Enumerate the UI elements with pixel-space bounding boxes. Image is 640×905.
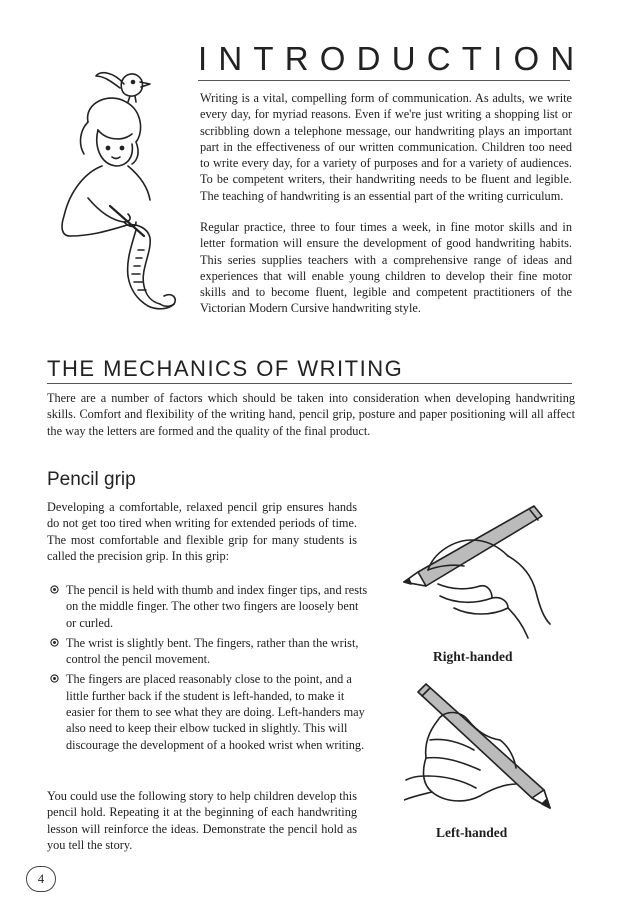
bullet-text: The pencil is held with thumb and index finger tips, and rests on the middle finger. The other two fingers are loosely bent or curled. (66, 583, 368, 630)
pencil-grip-paragraph-1: Developing a comfortable, relaxed pencil grip ensures hands do not get too tired when writing for extended periods of time. The most comfortable and flexible grip for many students is called the precision grip. In this grip: (47, 500, 357, 563)
bullet-item (50, 582, 368, 631)
left-handed-caption: Left-handed (436, 825, 508, 840)
pencil-grip-heading: Pencil grip (47, 469, 136, 490)
intro-paragraph-2: Regular practice, three to four times a week, in fine motor skills and in letter formation will ensure the development of good handwriting habits. This series supplies teachers with a comprehensive range of ideas and experiences that will enable young children to develop their fine motor skills and to become fluent, legible and competent practitioners of the Victorian Modern Cursive handwriting style. (200, 220, 572, 316)
right-handed-caption: Right-handed (433, 649, 513, 664)
mechanics-heading-rule (47, 383, 572, 384)
bullet-item (50, 635, 368, 668)
right-hand-pencil-grip-illustration (398, 500, 558, 645)
mechanics-heading: THE MECHANICS OF WRITING (47, 356, 404, 381)
swirl-bullet-icon (50, 674, 59, 683)
swirl-bullet-icon (50, 585, 59, 594)
left-hand-pencil-grip-illustration (404, 680, 559, 820)
mechanics-paragraph: There are a number of factors which should be taken into consideration when developing handwriting skills. Comfort and flexibility of the writing hand, pencil grip, posture and paper positioning will all affect the way the letters are formed and the quality of the final product. (47, 391, 575, 438)
bullet-text: The wrist is slightly bent. The fingers, rather than the wrist, control the pencil movement. (66, 635, 359, 667)
swirl-bullet-icon (50, 638, 59, 647)
bullet-text: The fingers are placed reasonably close to the point, and a little further back if the student is left-handed, to make it easier for them to see what they are doing. Left-handers may also need to keep their elbow tucked in slightly. This will discourage the development of a hooked wrist when writing. (66, 672, 365, 752)
page-number: 4 (26, 866, 56, 892)
intro-heading-rule (198, 80, 570, 81)
intro-heading: INTRODUCTION (198, 40, 586, 77)
girl-writing-illustration (40, 60, 190, 330)
intro-paragraph-1: Writing is a vital, compelling form of communication. As adults, we write every day, for myriad reasons. Even if we're just writing a shopping list or scribbling down a telephone message, our handwriting plays an important part in the effectiveness of our written communication. Children too need to write every day, for a variety of purposes and for a variety of audiences. To be competent writers, their handwriting needs to be fluent and legible. The teaching of handwriting is an essential part of the writing curriculum. (200, 91, 572, 203)
pencil-grip-bullet-list (50, 582, 368, 757)
bullet-item (50, 671, 368, 752)
pencil-grip-paragraph-2: You could use the following story to help children develop this pencil hold. Repeating it at the beginning of each handwriting lesson will reinforce the ideas. Demonstrate the pencil hold as you tell the story. (47, 789, 357, 852)
